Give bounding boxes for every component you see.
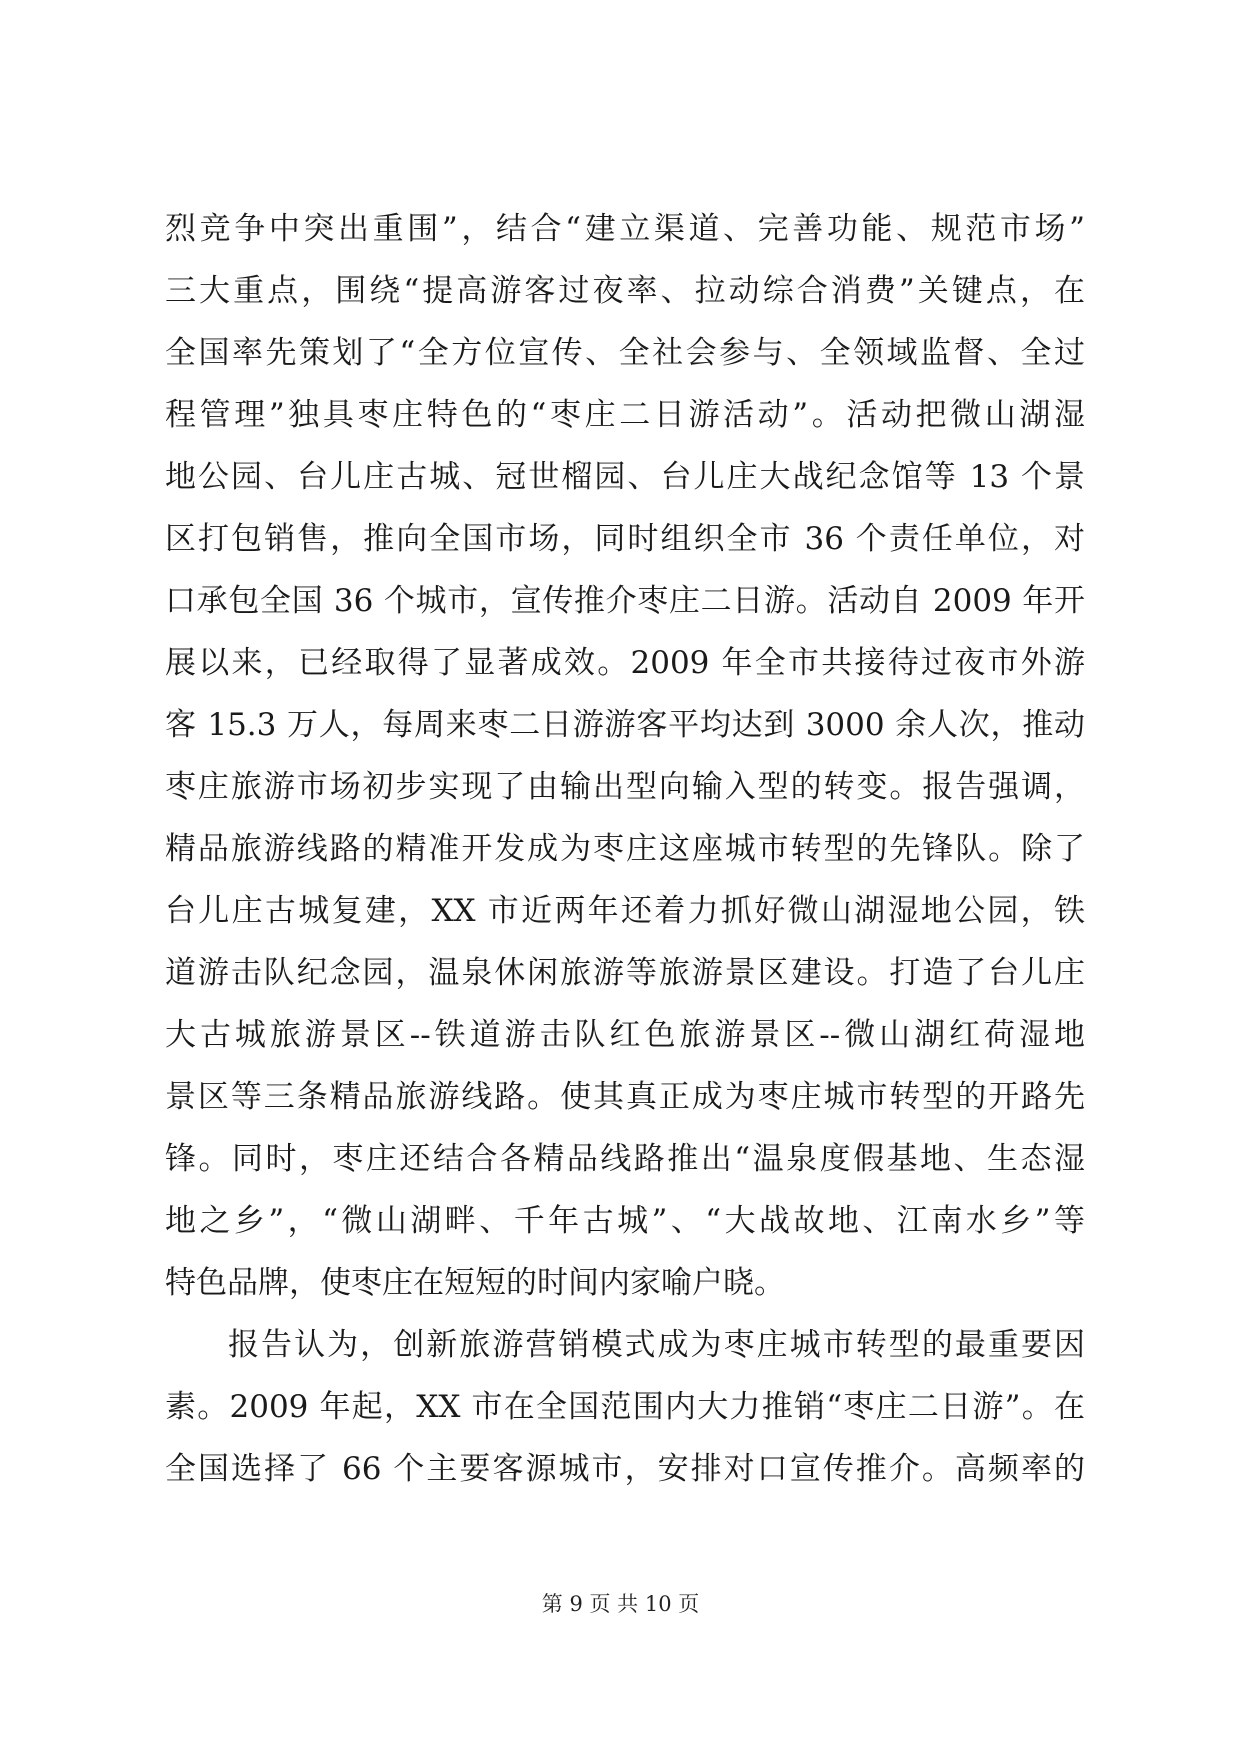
- text-line: 素。2009 年起，XX 市在全国范围内大力推销“枣庄二日游”。在: [165, 1389, 1085, 1425]
- text-line: 道游击队纪念园，温泉休闲旅游等旅游景区建设。打造了台儿庄: [165, 955, 1085, 991]
- text-line: 三大重点，围绕“提高游客过夜率、拉动综合消费”关键点，在: [165, 273, 1085, 309]
- text-line: 台儿庄古城复建，XX 市近两年还着力抓好微山湖湿地公园，铁: [165, 893, 1085, 929]
- text-line: 枣庄旅游市场初步实现了由输出型向输入型的转变。报告强调，: [165, 769, 1085, 805]
- text-line: 烈竞争中突出重围”，结合“建立渠道、完善功能、规范市场”: [165, 211, 1085, 247]
- text-line: 全国率先策划了“全方位宣传、全社会参与、全领域监督、全过: [165, 335, 1085, 371]
- page-footer: [0, 1589, 1241, 1619]
- text-line: 区打包销售，推向全国市场，同时组织全市 36 个责任单位，对: [165, 521, 1085, 557]
- text-line: 口承包全国 36 个城市，宣传推介枣庄二日游。活动自 2009 年开: [165, 583, 1085, 619]
- text-line: 客 15.3 万人，每周来枣二日游游客平均达到 3000 余人次，推动: [165, 707, 1085, 743]
- text-line: 景区等三条精品旅游线路。使其真正成为枣庄城市转型的开路先: [165, 1079, 1085, 1115]
- paragraph-first-line: 报告认为，创新旅游营销模式成为枣庄城市转型的最重要因: [228, 1327, 1085, 1363]
- text-line: 展以来，已经取得了显著成效。2009 年全市共接待过夜市外游: [165, 645, 1085, 681]
- text-line: 地之乡”，“微山湖畔、千年古城”、“大战故地、江南水乡”等: [165, 1203, 1085, 1239]
- text-line: 锋。同时，枣庄还结合各精品线路推出“温泉度假基地、生态湿: [165, 1141, 1085, 1177]
- text-line: 全国选择了 66 个主要客源城市，安排对口宣传推介。高频率的: [165, 1451, 1085, 1487]
- text-line: 大古城旅游景区--铁道游击队红色旅游景区--微山湖红荷湿地: [165, 1017, 1085, 1053]
- text-line: 地公园、台儿庄古城、冠世榴园、台儿庄大战纪念馆等 13 个景: [165, 459, 1085, 495]
- text-line: 精品旅游线路的精准开发成为枣庄这座城市转型的先锋队。除了: [165, 831, 1085, 867]
- page-number: 第 9 页 共 10 页: [541, 1592, 700, 1616]
- text-line: 特色品牌，使枣庄在短短的时间内家喻户晓。: [165, 1265, 785, 1301]
- text-line: 程管理”独具枣庄特色的“枣庄二日游活动”。活动把微山湖湿: [165, 397, 1085, 433]
- body-text: [165, 198, 1085, 1500]
